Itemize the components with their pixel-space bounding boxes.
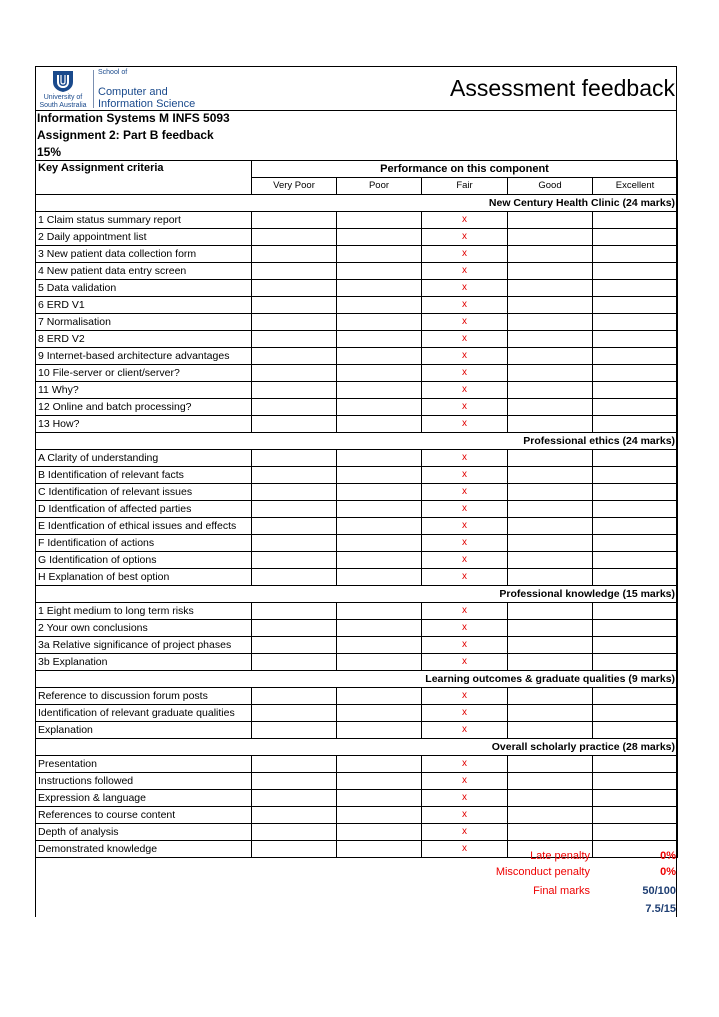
rating-cell xyxy=(508,722,593,739)
rating-cell xyxy=(337,229,422,246)
rating-mark: x xyxy=(422,416,508,433)
rating-mark: x xyxy=(422,263,508,280)
rating-cell xyxy=(508,450,593,467)
late-penalty-value: 0% xyxy=(660,850,676,862)
criterion-row xyxy=(36,365,678,382)
rating-mark: x xyxy=(422,535,508,552)
rating-mark: x xyxy=(422,399,508,416)
criterion-label: 7 Normalisation xyxy=(36,314,252,331)
rating-mark: x xyxy=(422,824,508,841)
section-row xyxy=(36,739,678,756)
assignment-name: Assignment 2: Part B feedback xyxy=(37,128,214,142)
level-poor: Poor xyxy=(337,178,422,195)
rating-cell xyxy=(508,807,593,824)
rating-mark: x xyxy=(422,790,508,807)
level-excellent: Excellent xyxy=(593,178,678,195)
rating-cell xyxy=(252,501,337,518)
rating-cell xyxy=(337,807,422,824)
rating-mark: x xyxy=(422,841,508,858)
rating-cell xyxy=(337,705,422,722)
criterion-row xyxy=(36,569,678,586)
rating-cell xyxy=(337,722,422,739)
rating-cell xyxy=(337,450,422,467)
final-marks-value: 50/100 xyxy=(642,885,676,897)
criterion-label: References to course content xyxy=(36,807,252,824)
rating-mark: x xyxy=(422,280,508,297)
rating-mark: x xyxy=(422,450,508,467)
rating-cell xyxy=(252,450,337,467)
criterion-row xyxy=(36,722,678,739)
rating-cell xyxy=(508,484,593,501)
rating-cell xyxy=(337,348,422,365)
rating-cell xyxy=(252,212,337,229)
rating-cell xyxy=(252,773,337,790)
rating-mark: x xyxy=(422,246,508,263)
rating-cell xyxy=(593,807,678,824)
criterion-label: B Identification of relevant facts xyxy=(36,467,252,484)
section-row xyxy=(36,671,678,688)
rating-cell xyxy=(337,382,422,399)
criterion-label: Demonstrated knowledge xyxy=(36,841,252,858)
criterion-row xyxy=(36,552,678,569)
criterion-label: 4 New patient data entry screen xyxy=(36,263,252,280)
criterion-row xyxy=(36,280,678,297)
criterion-row xyxy=(36,212,678,229)
criterion-row xyxy=(36,688,678,705)
rating-cell xyxy=(508,535,593,552)
rating-cell xyxy=(593,365,678,382)
rating-cell xyxy=(593,450,678,467)
rating-cell xyxy=(252,569,337,586)
rating-cell xyxy=(508,399,593,416)
section-row xyxy=(36,195,678,212)
rating-cell xyxy=(593,382,678,399)
rating-cell xyxy=(508,773,593,790)
rating-cell xyxy=(593,297,678,314)
criterion-label: 3a Relative significance of project phases xyxy=(36,637,252,654)
criterion-label: F Identification of actions xyxy=(36,535,252,552)
rating-cell xyxy=(252,824,337,841)
rating-cell xyxy=(337,246,422,263)
university-crest-icon xyxy=(52,70,74,93)
rating-cell xyxy=(508,654,593,671)
criterion-row xyxy=(36,331,678,348)
criterion-row xyxy=(36,756,678,773)
criterion-label: 2 Daily appointment list xyxy=(36,229,252,246)
rating-mark: x xyxy=(422,722,508,739)
criterion-row xyxy=(36,824,678,841)
criterion-row xyxy=(36,450,678,467)
rating-cell xyxy=(252,467,337,484)
criterion-row xyxy=(36,229,678,246)
rating-cell xyxy=(337,501,422,518)
criterion-row xyxy=(36,807,678,824)
rating-cell xyxy=(593,637,678,654)
level-fair: Fair xyxy=(422,178,508,195)
criterion-row xyxy=(36,620,678,637)
school-prefix: School of xyxy=(98,69,128,76)
rating-cell xyxy=(508,229,593,246)
criterion-label: 9 Internet-based architecture advantages xyxy=(36,348,252,365)
rating-cell xyxy=(593,229,678,246)
rating-cell xyxy=(508,790,593,807)
rating-mark: x xyxy=(422,212,508,229)
rating-mark: x xyxy=(422,348,508,365)
rating-cell xyxy=(508,603,593,620)
rating-cell xyxy=(508,416,593,433)
rating-cell xyxy=(508,365,593,382)
school-name-line1: Computer and xyxy=(98,86,168,98)
rating-cell xyxy=(508,348,593,365)
rating-cell xyxy=(337,518,422,535)
criterion-label: A Clarity of understanding xyxy=(36,450,252,467)
rating-cell xyxy=(252,790,337,807)
criterion-row xyxy=(36,314,678,331)
rating-cell xyxy=(508,331,593,348)
rating-cell xyxy=(252,603,337,620)
course-name: Information Systems M INFS 5093 xyxy=(37,111,230,125)
criterion-row xyxy=(36,535,678,552)
rating-cell xyxy=(252,246,337,263)
criterion-row xyxy=(36,246,678,263)
rating-cell xyxy=(508,467,593,484)
rating-cell xyxy=(508,246,593,263)
misconduct-penalty-value: 0% xyxy=(660,866,676,878)
rating-cell xyxy=(252,365,337,382)
rating-cell xyxy=(508,263,593,280)
rating-cell xyxy=(252,229,337,246)
criterion-label: Presentation xyxy=(36,756,252,773)
university-name: University of South Australia xyxy=(39,94,87,109)
criteria-heading: Key Assignment criteria xyxy=(36,161,252,195)
criterion-label: 2 Your own conclusions xyxy=(36,620,252,637)
criterion-row xyxy=(36,501,678,518)
rating-cell xyxy=(337,280,422,297)
section-title: Overall scholarly practice (28 marks) xyxy=(36,739,678,756)
section-row xyxy=(36,586,678,603)
rating-cell xyxy=(593,705,678,722)
rating-cell xyxy=(593,620,678,637)
criterion-label: H Explanation of best option xyxy=(36,569,252,586)
rating-mark: x xyxy=(422,654,508,671)
criterion-label: 1 Eight medium to long term risks xyxy=(36,603,252,620)
rating-cell xyxy=(252,263,337,280)
criterion-row xyxy=(36,399,678,416)
criterion-label: 12 Online and batch processing? xyxy=(36,399,252,416)
rating-cell xyxy=(593,246,678,263)
rating-cell xyxy=(337,365,422,382)
rating-cell xyxy=(593,501,678,518)
rating-cell xyxy=(593,773,678,790)
rating-cell xyxy=(593,688,678,705)
rating-cell xyxy=(593,484,678,501)
rating-cell xyxy=(337,654,422,671)
rating-mark: x xyxy=(422,467,508,484)
rating-cell xyxy=(337,484,422,501)
school-name-line2: Information Science xyxy=(98,98,196,110)
criterion-label: 1 Claim status summary report xyxy=(36,212,252,229)
criteria-table xyxy=(35,160,678,858)
rating-cell xyxy=(337,314,422,331)
rating-cell xyxy=(252,331,337,348)
rating-cell xyxy=(593,348,678,365)
criterion-label: Identification of relevant graduate qualities xyxy=(36,705,252,722)
criterion-label: 13 How? xyxy=(36,416,252,433)
rating-cell xyxy=(337,773,422,790)
section-title: New Century Health Clinic (24 marks) xyxy=(36,195,678,212)
rating-cell xyxy=(252,552,337,569)
criterion-label: G Identification of options xyxy=(36,552,252,569)
page-title: Assessment feedback xyxy=(449,75,675,101)
section-title: Learning outcomes & graduate qualities (9 marks) xyxy=(36,671,678,688)
rating-cell xyxy=(508,501,593,518)
rating-mark: x xyxy=(422,297,508,314)
rating-mark: x xyxy=(422,688,508,705)
rating-cell xyxy=(508,569,593,586)
criterion-row xyxy=(36,790,678,807)
rating-cell xyxy=(508,297,593,314)
feedback-sheet xyxy=(35,66,677,917)
rating-cell xyxy=(337,297,422,314)
rating-cell xyxy=(337,620,422,637)
rating-mark: x xyxy=(422,807,508,824)
section-row xyxy=(36,433,678,450)
rating-cell xyxy=(337,467,422,484)
criterion-row xyxy=(36,484,678,501)
level-good: Good xyxy=(508,178,593,195)
rating-cell xyxy=(593,212,678,229)
assignment-weight: 15% xyxy=(37,145,62,159)
late-penalty-label: Late penalty xyxy=(530,850,590,862)
criterion-label: Expression & language xyxy=(36,790,252,807)
criterion-row xyxy=(36,518,678,535)
rating-cell xyxy=(593,399,678,416)
rating-mark: x xyxy=(422,229,508,246)
rating-mark: x xyxy=(422,484,508,501)
rating-cell xyxy=(252,280,337,297)
rating-cell xyxy=(508,620,593,637)
criterion-row xyxy=(36,348,678,365)
criterion-label: C Identification of relevant issues xyxy=(36,484,252,501)
criterion-row xyxy=(36,263,678,280)
rating-cell xyxy=(337,569,422,586)
criterion-label: Explanation xyxy=(36,722,252,739)
rating-cell xyxy=(593,467,678,484)
rating-cell xyxy=(593,535,678,552)
criterion-row xyxy=(36,416,678,433)
criterion-label: 3 New patient data collection form xyxy=(36,246,252,263)
criterion-label: E Identfication of ethical issues and effects xyxy=(36,518,252,535)
rating-cell xyxy=(593,280,678,297)
rating-mark: x xyxy=(422,637,508,654)
criterion-row xyxy=(36,603,678,620)
rating-cell xyxy=(252,620,337,637)
criterion-row xyxy=(36,382,678,399)
rating-cell xyxy=(508,314,593,331)
rating-cell xyxy=(593,603,678,620)
rating-cell xyxy=(252,416,337,433)
criterion-row xyxy=(36,297,678,314)
misconduct-penalty-label: Misconduct penalty xyxy=(495,866,590,878)
rating-mark: x xyxy=(422,501,508,518)
criterion-row xyxy=(36,654,678,671)
scaled-marks-value: 7.5/15 xyxy=(645,903,676,915)
rating-cell xyxy=(252,841,337,858)
university-logo xyxy=(35,67,205,110)
rating-cell xyxy=(252,518,337,535)
rating-cell xyxy=(252,382,337,399)
rating-cell xyxy=(252,654,337,671)
criterion-label: Instructions followed xyxy=(36,773,252,790)
criterion-label: 5 Data validation xyxy=(36,280,252,297)
rating-cell xyxy=(337,637,422,654)
rating-cell xyxy=(337,263,422,280)
rating-mark: x xyxy=(422,773,508,790)
rating-cell xyxy=(252,314,337,331)
rating-cell xyxy=(337,399,422,416)
rating-cell xyxy=(337,331,422,348)
rating-cell xyxy=(508,705,593,722)
rating-cell xyxy=(508,552,593,569)
rating-cell xyxy=(508,280,593,297)
criterion-label: 11 Why? xyxy=(36,382,252,399)
logo-divider xyxy=(93,70,94,108)
rating-mark: x xyxy=(422,331,508,348)
rating-cell xyxy=(508,688,593,705)
rating-cell xyxy=(252,637,337,654)
rating-cell xyxy=(593,722,678,739)
rating-cell xyxy=(252,688,337,705)
rating-cell xyxy=(508,212,593,229)
rating-cell xyxy=(337,416,422,433)
criterion-row xyxy=(36,773,678,790)
rating-cell xyxy=(252,399,337,416)
criterion-row xyxy=(36,705,678,722)
criterion-label: 10 File-server or client/server? xyxy=(36,365,252,382)
rating-cell xyxy=(337,603,422,620)
final-marks-label: Final marks xyxy=(533,885,590,897)
rating-cell xyxy=(593,756,678,773)
rating-mark: x xyxy=(422,518,508,535)
rating-cell xyxy=(337,212,422,229)
rating-cell xyxy=(508,637,593,654)
rating-cell xyxy=(337,688,422,705)
rating-mark: x xyxy=(422,620,508,637)
criterion-row xyxy=(36,467,678,484)
rating-cell xyxy=(337,824,422,841)
rating-cell xyxy=(593,790,678,807)
rating-mark: x xyxy=(422,552,508,569)
rating-cell xyxy=(508,518,593,535)
rating-mark: x xyxy=(422,603,508,620)
criterion-row xyxy=(36,637,678,654)
rating-cell xyxy=(252,297,337,314)
rating-cell xyxy=(252,807,337,824)
criteria-table-body xyxy=(36,161,678,858)
rating-cell xyxy=(508,756,593,773)
rating-cell xyxy=(508,382,593,399)
criterion-label: Depth of analysis xyxy=(36,824,252,841)
criterion-label: D Identfication of affected parties xyxy=(36,501,252,518)
rating-mark: x xyxy=(422,756,508,773)
performance-heading: Performance on this component xyxy=(252,161,678,178)
rating-cell xyxy=(508,824,593,841)
rating-cell xyxy=(337,552,422,569)
rating-cell xyxy=(252,535,337,552)
rating-cell xyxy=(593,552,678,569)
rating-cell xyxy=(337,841,422,858)
rating-cell xyxy=(252,705,337,722)
criterion-label: 3b Explanation xyxy=(36,654,252,671)
rating-cell xyxy=(252,756,337,773)
rating-cell xyxy=(593,569,678,586)
section-title: Professional knowledge (15 marks) xyxy=(36,586,678,603)
criterion-label: Reference to discussion forum posts xyxy=(36,688,252,705)
rating-cell xyxy=(593,416,678,433)
rating-cell xyxy=(593,314,678,331)
rating-cell xyxy=(252,484,337,501)
level-very-poor: Very Poor xyxy=(252,178,337,195)
rating-mark: x xyxy=(422,365,508,382)
rating-cell xyxy=(337,790,422,807)
rating-cell xyxy=(593,331,678,348)
rating-cell xyxy=(593,824,678,841)
table-heading-row xyxy=(36,161,678,178)
rating-cell xyxy=(593,654,678,671)
rating-cell xyxy=(593,263,678,280)
rating-mark: x xyxy=(422,314,508,331)
rating-mark: x xyxy=(422,705,508,722)
rating-cell xyxy=(337,535,422,552)
rating-mark: x xyxy=(422,382,508,399)
rating-mark: x xyxy=(422,569,508,586)
rating-cell xyxy=(337,756,422,773)
rating-cell xyxy=(593,518,678,535)
criterion-label: 6 ERD V1 xyxy=(36,297,252,314)
section-title: Professional ethics (24 marks) xyxy=(36,433,678,450)
rating-cell xyxy=(252,348,337,365)
criterion-label: 8 ERD V2 xyxy=(36,331,252,348)
rating-cell xyxy=(252,722,337,739)
